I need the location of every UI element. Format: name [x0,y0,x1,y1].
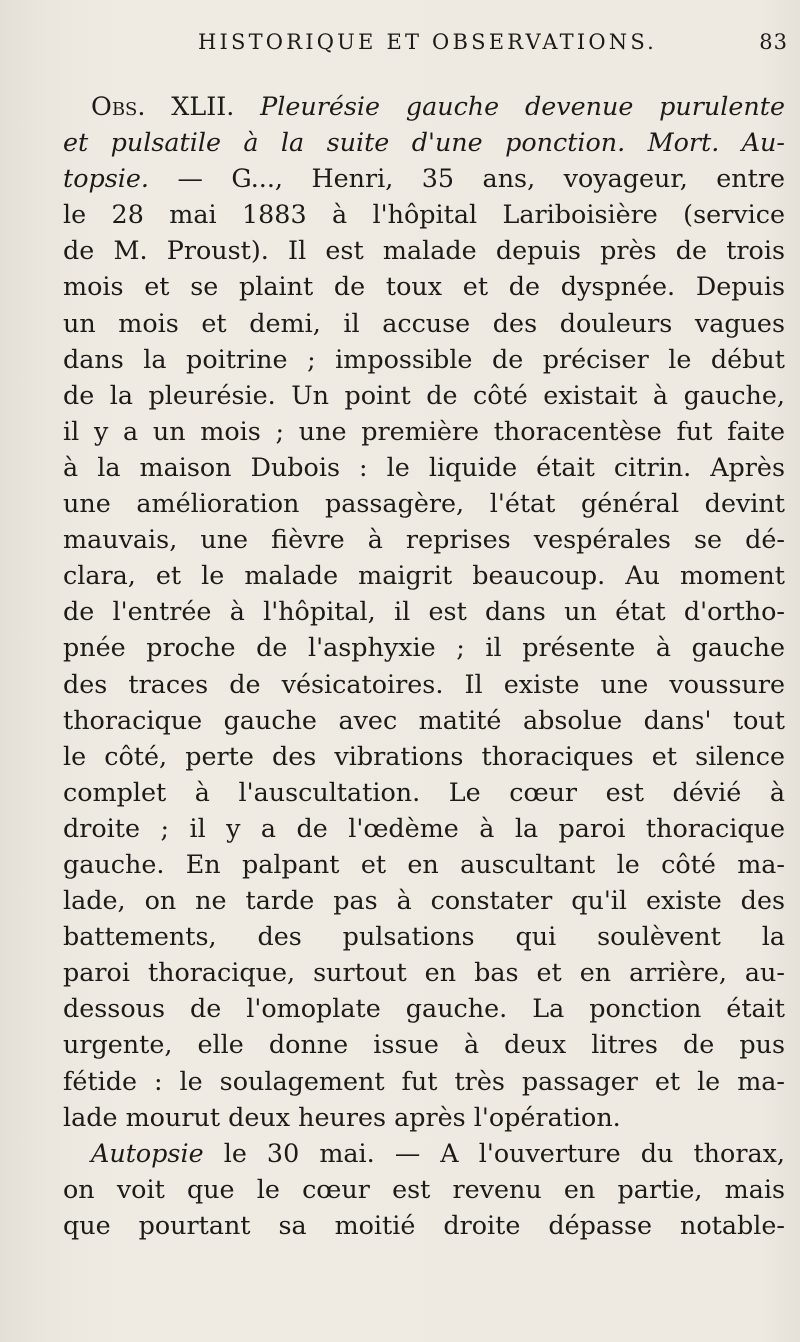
observation-title-line [63,124,785,160]
text-line: le côté, perte des vibrations thoraciques et silence [63,740,785,771]
text-line: mois et se plaint de toux et de dyspnée. Depuis [63,271,785,302]
text-line: le 28 mai 1883 à l'hôpital Lariboisière (service [63,199,785,230]
running-title: HISTORIQUE ET OBSERVATIONS. [198,30,658,54]
text-line: clara, et le malade maigrit beaucoup. Au moment [63,560,785,591]
autopsy-label: Autopsie [91,1137,204,1168]
observation-label: Obs. [91,91,146,121]
text-line: urgente, elle donne issue à deux litres de pus [63,1029,785,1060]
text-line: mauvais, une fièvre à reprises vespérales se dé- [63,524,785,555]
text-line: dessous de l'omoplate gauche. La ponction était [63,993,785,1024]
text-line: on voit que le cœur est revenu en partie, mais [63,1173,785,1204]
text-line: de M. Proust). Il est malade depuis près de trois [63,235,785,266]
autopsy-intro: le 30 mai. — A l'ouverture du thorax, [203,1137,785,1168]
text-line: une amélioration passagère, l'état général devint [63,488,785,519]
text-line: un mois et demi, il accuse des douleurs vagues [63,307,785,338]
text-line [63,160,785,196]
text-line: fétide : le soulagement fut très passager et le ma- [63,1065,785,1096]
text-line: lade mourut deux heures après l'opération. [63,1101,621,1132]
observation-heading-line [63,88,785,124]
autopsy-line [63,1135,785,1171]
observation-title-part3: topsie. [63,163,149,194]
observation-title-part2: et pulsatile à la suite d'une ponction. Mort. Au- [63,127,785,158]
page-number: 83 [759,30,788,54]
text-line: à la maison Dubois : le liquide était citrin. Après [63,451,785,482]
text-line: des traces de vésicatoires. Il existe une voussure [63,668,785,699]
observation-text [63,88,785,1243]
text-line: que pourtant sa moitié droite dépasse notable- [63,1209,785,1240]
observation-number: XLII. [145,91,261,121]
patient-intro: — G..., Henri, 35 ans, voyageur, entre [149,163,785,194]
page-header [198,30,788,60]
text-line: battements, des pulsations qui soulèvent la [63,921,785,952]
text-line: gauche. En palpant et en auscultant le côté ma- [63,848,785,879]
text-line: pnée proche de l'asphyxie ; il présente à gauche [63,632,785,663]
text-line: complet à l'auscultation. Le cœur est dévié à [63,776,785,807]
text-line: il y a un mois ; une première thoracentèse fut faite [63,415,785,446]
observation-title-part1: Pleurésie gauche devenue purulente [260,91,785,121]
text-line: dans la poitrine ; impossible de préciser le début [63,343,785,374]
text-line: droite ; il y a de l'œdème à la paroi thoracique [63,812,785,843]
text-line: de la pleurésie. Un point de côté existait à gauche, [63,379,785,410]
text-line: paroi thoracique, surtout en bas et en arrière, au- [63,957,785,988]
text-line: lade, on ne tarde pas à constater qu'il existe des [63,885,785,916]
text-line: thoracique gauche avec matité absolue dans' tout [63,704,785,735]
text-line: de l'entrée à l'hôpital, il est dans un état d'ortho- [63,596,785,627]
